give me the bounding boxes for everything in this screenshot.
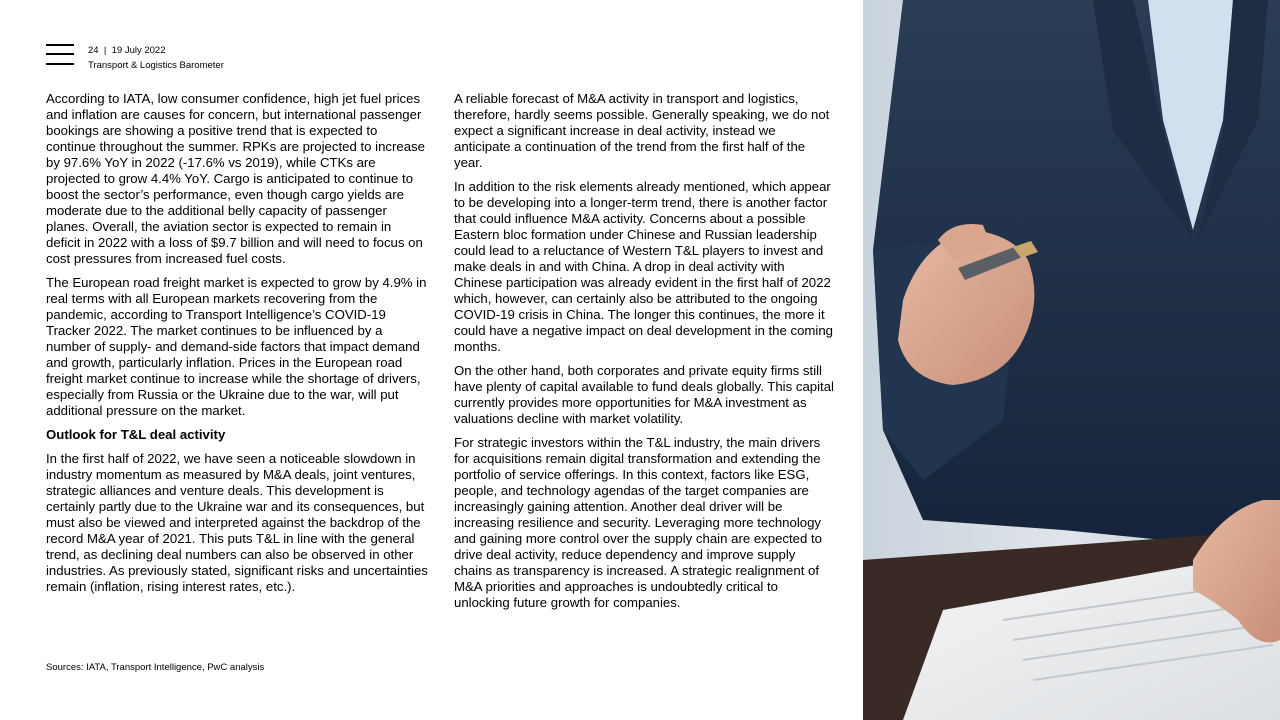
paragraph-aviation: According to IATA, low consumer confidence, high jet fuel prices and inflation are causes for concern, but international passenger bookings are showing a positive trend that is expected to continue throughout the summer. RPKs are projected to increase by 97.6% YoY in 2022 (-17.6% vs 2019), while CTKs are projected to grow 4.4% YoY. Cargo is anticipated to continue to boost the sector’s performance, even though cargo yields are moderate due to the additional belly capacity of passenger planes. Overall, the aviation sector is expected to remain in deficit in 2022 with a loss of $9.7 billion and will need to focus on cost pressures from increased fuel costs. [46, 91, 425, 266]
menu-bar-bottom [46, 63, 74, 65]
menu-bar-middle [46, 53, 74, 55]
section-heading-outlook: Outlook for T&L deal activity [46, 427, 226, 442]
menu-bar-top [46, 44, 74, 46]
paragraph-forecast: A reliable forecast of M&A activity in transport and logistics, therefore, hardly seems possible. Generally speaking, we do not expect a significant increase in deal activity, instead we anticipate a continuation of the trend from the first half of the year. [454, 91, 830, 170]
businessman-pen-photo [863, 0, 1280, 720]
paragraph-deal-slowdown: In the first half of 2022, we have seen a noticeable slowdown in industry momentum as measured by M&A deals, joint ventures, strategic alliances and venture deals. This development is certainly partly due to the Ukraine war and its consequences, but must also be viewed and interpreted against the backdrop of the record M&A year of 2021. This puts T&L in line with the general trend, as declining deal numbers can also be observed in other industries. As previously stated, significant risks and uncertainties remain (inflation, rising interest rates, etc.). [46, 451, 428, 594]
report-date: 19 July 2022 [111, 45, 166, 56]
left-text-column [46, 91, 428, 603]
page-number: 24 [88, 45, 99, 56]
right-text-column [454, 91, 834, 619]
paragraph-road-freight: The European road freight market is expected to grow by 4.9% in real terms with all European markets recovering from the pandemic, according to Transport Intelligence’s COVID-19 Tracker 2022. The market continues to be influenced by a number of supply- and demand-side factors that impact demand and growth, particularly inflation. Prices in the European road freight market continue to increase while the shortage of drivers, especially from Russia or the Ukraine due to the war, will put additional pressure on the market. [46, 275, 427, 418]
page-header [88, 43, 224, 73]
paragraph-capital: On the other hand, both corporates and private equity firms still have plenty of capital available to fund deals globally. This capital currently provides more opportunities for M&A investment as valuations decline with market volatility. [454, 363, 834, 426]
paragraph-strategic-investors: For strategic investors within the T&L industry, the main drivers for acquisitions remain digital transformation and extending the portfolio of service offerings. In this context, factors like ESG, people, and technology agendas of the target companies are increasingly gaining attention. Another deal driver will be increasing resilience and security. Leveraging more technology and gaining more control over the supply chain are expected to drive deal activity, reduce dependency and improve supply chains as transparency is increased. A strategic realignment of M&A priorities and approaches is undoubtedly critical to unlocking future growth for companies. [454, 435, 823, 610]
sources-footnote: Sources: IATA, Transport Intelligence, PwC analysis [46, 662, 265, 673]
page-meta-line [88, 43, 224, 58]
header-separator: | [103, 45, 107, 56]
paragraph-risk-elements: In addition to the risk elements already mentioned, which appear to be developing into a longer-term trend, there is another factor that could influence M&A activity. Concerns about a possible Eastern bloc formation under Chinese and Russian leadership could lead to a reluctance of Western T&L players to invest and make deals in and with China. A drop in deal activity with Chinese participation was already evident in the first half of 2022 which, however, can certainly also be attributed to the ongoing COVID-19 crisis in China. The longer this continues, the more it could have a negative impact on deal development in the coming months. [454, 179, 834, 354]
report-title: Transport & Logistics Barometer [88, 60, 224, 71]
hamburger-menu-icon[interactable] [46, 44, 74, 66]
